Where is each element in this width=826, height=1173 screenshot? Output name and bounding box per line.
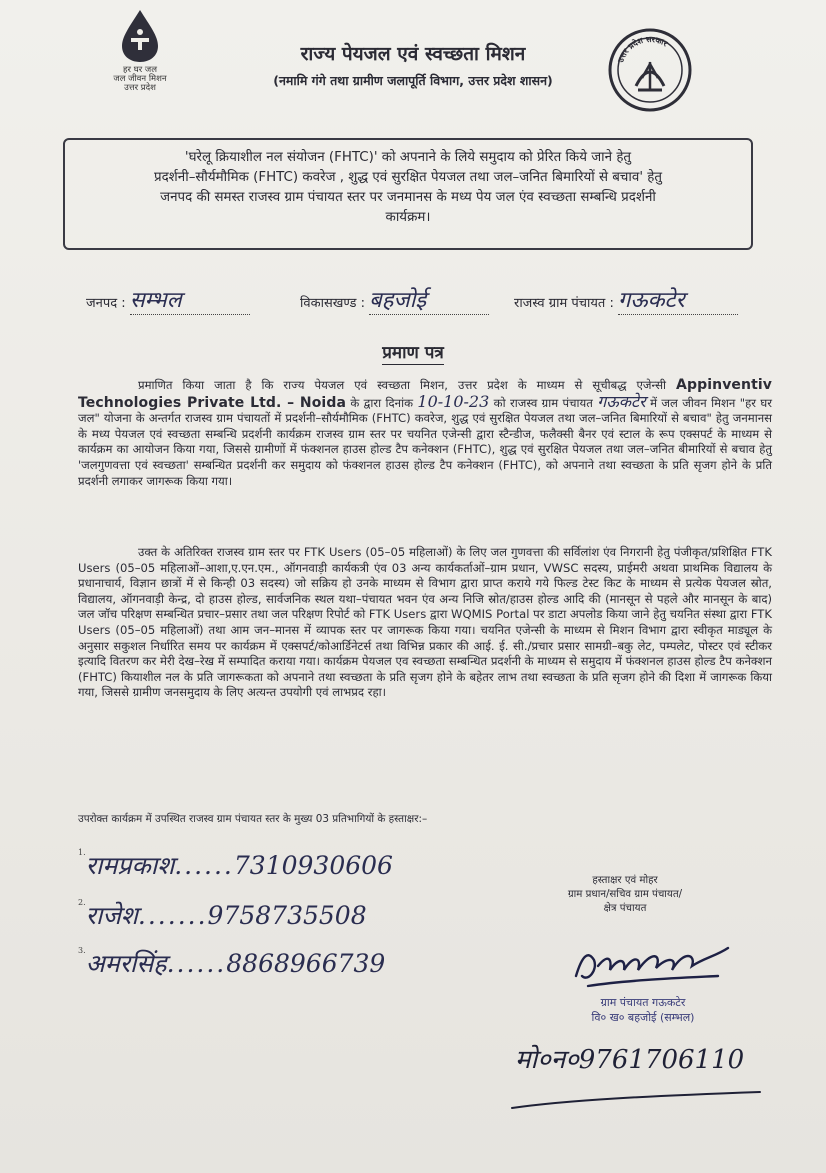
district-label: जनपद : <box>86 296 126 311</box>
block-label: विकासखण्ड : <box>300 296 366 311</box>
signatory-1: $^{1.}$रामप्रकाश......7310930606 <box>78 848 393 880</box>
block-value: बहजोई <box>369 288 427 313</box>
signatory-2: $^{2.}$राजेश.......9758735508 <box>78 898 367 930</box>
certificate-paragraph-1: प्रमाणित किया जाता है कि राज्य पेयजल एवं स्वच्छता मिशन, उत्तर प्रदेश के माध्यम से सूचीबद्ध एजेन्सी Appinventiv Technologies Private Ltd. – Noida के द्वारा दिनांक 10-10-23 को राजस्व ग्राम पंचायत गऊकटेर में जल जीवन मिशन "हर घर जल" योजना के अन्तर्गत राजस्व ग्राम पंचायतों में प्रदर्शनी–सौर्यमौमिक (FHTC) कवरेज, शुद्ध एवं सुरक्षित पेयजल तथा जल–जनित बिमारियों से बचाव" हेतु जनमानस के मध्य पेयजल एवं स्वच्छता सम्बन्धि प्रदर्शनी कार्यक्रम राजस्व ग्राम स्तर पर चयनित एजेन्सी द्वारा स्टैन्डीज, फलैक्सी बैनर एवं स्टाल के रूप एक्सपर्ट के माध्यम से कार्यक्रम का आयोजन किया गया, जिससे ग्रामीणों में फंक्शनल हाउस होल्ड टैप कनेक्शन (FHTC), शुद्ध एवं सुरक्षित पेयजल तथा जल–जनित बीमारियों से बचाव हेतु 'जलगुणवत्ता एवं स्वच्छता' सम्बन्धित प्रदर्शनी कर समुदाय को फंक्शनल हाउस होल्ड टैप कनेक्शन (FHTC), को अपनाने तथा स्वच्छता के प्रति सृजग होने के प्रति प्रदर्शनी लगाकर जागरूक किया गया। <box>78 377 772 488</box>
banner-line-3: जनपद की समस्त राजस्व ग्राम पंचायत स्तर पर जनमानस के मध्य पेय जल एंव स्वच्छता सम्बन्धि प्रदर्शनी <box>160 190 656 205</box>
signatory-name: राजेश <box>85 901 138 930</box>
banner-line-2: प्रदर्शनी–सौर्यमौमिक (FHTC) कवरेज , शुद्ध एवं सुरक्षित पेयजल तथा जल–जनित बिमारियों से बचाव' हेतु <box>153 170 663 185</box>
logo-caption-2: जल जीवन मिशन <box>113 74 167 84</box>
logo-caption-1: हर घर जल <box>123 65 157 75</box>
pradhan-signature <box>568 936 748 998</box>
signatory-name: अमरसिंह <box>85 949 167 978</box>
mobile-number: मो०न०9761706110 <box>515 1045 745 1075</box>
signatory-phone: 8868966739 <box>226 949 386 978</box>
emblem-text: उत्तर प्रदेश सरकार <box>616 34 670 64</box>
signatory-3: $^{3.}$अमरसिंह......8868966739 <box>78 946 386 978</box>
underline-stroke <box>508 1086 768 1116</box>
district-value: सम्भल <box>129 288 182 313</box>
program-date: 10-10-23 <box>417 391 490 411</box>
district-field <box>86 284 250 315</box>
panchayat-field <box>514 284 738 315</box>
village-name: गऊकटेर <box>597 391 646 411</box>
logo-caption-3: उत्तर प्रदेश <box>124 83 156 93</box>
signatories-intro: उपरोक्त कार्यक्रम में उपस्थित राजस्व ग्राम पंचायत स्तर के मुख्य 03 प्रतिभागियों के हस्ताक्षर:– <box>78 813 428 825</box>
seal-caption: हस्ताक्षर एवं मोहर ग्राम प्रधान/सचिव ग्राम पंचायत/ क्षेत्र पंचायत <box>567 875 683 914</box>
page-title: राज्य पेयजल एवं स्वच्छता मिशन <box>300 43 526 65</box>
gram-panchayat-stamp: ग्राम पंचायत गऊकटेर वि० ख० बहजोई (सम्भल) <box>591 996 695 1024</box>
up-government-emblem <box>608 28 692 112</box>
emblem-seal-icon <box>608 28 692 112</box>
certificate-heading: प्रमाण पत्र <box>382 343 444 363</box>
signatory-phone: 7310930606 <box>233 851 393 880</box>
signatory-phone: 9758735508 <box>207 901 367 930</box>
panchayat-label: राजस्व ग्राम पंचायत : <box>514 296 614 311</box>
agency-name: Appinventiv Technologies Private Ltd. – Noida <box>78 377 772 411</box>
banner-line-1: 'घरेलू क्रियाशील नल संयोजन (FHTC)' को अपनाने के लिये समुदाय को प्रेरित किये जाने हेतु <box>184 150 632 165</box>
signatory-name: रामप्रकाश <box>85 851 175 880</box>
certificate-paragraph-2: उक्त के अतिरिक्त राजस्व ग्राम स्तर पर FTK Users (05–05 महिलाओं) के लिए जल गुणवत्ता की सर्विलांश एंव निगरानी हेतु पंजीकृत/प्रशिक्षित FTK Users (05–05 महिलाओं–आशा,ए.एन.एम., ऑगनवाड़ी कार्यकत्री एंव 03 अन्य कार्यकर्ताओं–ग्राम प्रधान, VWSC सदस्य, प्राईमरी अथवा प्राथमिक विद्यालय के प्रधानाचार्य, विज्ञान छात्रों में से किन्ही 03 सदस्य) जो सक्रिय हो उनके माध्यम से विभाग द्वारा प्राप्त कराये गये फिल्ड टेस्ट किट के माध्यम से प्रत्येक पेयजल स्रोत, विद्यालय, ऑगनवाड़ी केन्द्र, दो हाउस होल्ड, सार्वजनिक स्थल यथा–पंचायत भवन एंव अन्य निजि स्रोत/हाउस होल्ड आदि की (मानसून से पहले और मानसून के बाद) जल जॉच परिक्षण सम्बन्धित प्रचार–प्रसार तथा जल परिक्षण रिपोर्ट को FTK Users द्वारा WQMIS Portal पर डाटा अपलोड किया जाने हेतु चयनित संस्था द्वारा FTK Users (05–05 महिलाओं) तथा आम जन–मानस में व्यापक स्तर पर जागरूक किया गया। चयनित एजेन्सी के माध्यम से मिशन विभाग द्वारा स्वीकृत माड्यूल के अनुसार सकुशल निर्धारित समय पर कार्यक्रम में एक्सपर्ट/कोआर्डिनेटर्स तथा विभिन्न प्रकार की आई. ई. सी./प्रचार प्रसार सामग्री–बकु लेट, पम्पलेट, पोस्टर एवं स्टीकर इत्यादि वितरण कर मेरी देख–रेख में सम्पादित कराया गया। कार्यक्रम पेयजल एव स्वच्छता सम्बन्धित प्रदर्शनी के माध्यम से समुदाय में फंक्शनल हाउस होल्ड टैप कनेक्शन (FHTC) कियाशील नल के प्रति जागरूकता को अपनाने तथा स्वच्छता के प्रति सृजग होने के बहेतर लाभ तथा स्वच्छता के प्रति सृजग होने की दिशा में जागरूक किया गया, जिससे ग्रामीण जनसमुदाय के लिए अत्यन्त उपयोगी एवं लाभप्रद रहा। <box>78 545 772 700</box>
block-field <box>300 284 489 315</box>
banner-line-4: कार्यक्रम। <box>385 210 431 225</box>
page-subtitle: (नमामि गंगे तथा ग्रामीण जलापूर्ति विभाग, उत्तर प्रदेश शासन) <box>273 73 553 88</box>
program-title-box <box>63 138 753 250</box>
panchayat-value: गऊकटेर <box>617 288 685 313</box>
